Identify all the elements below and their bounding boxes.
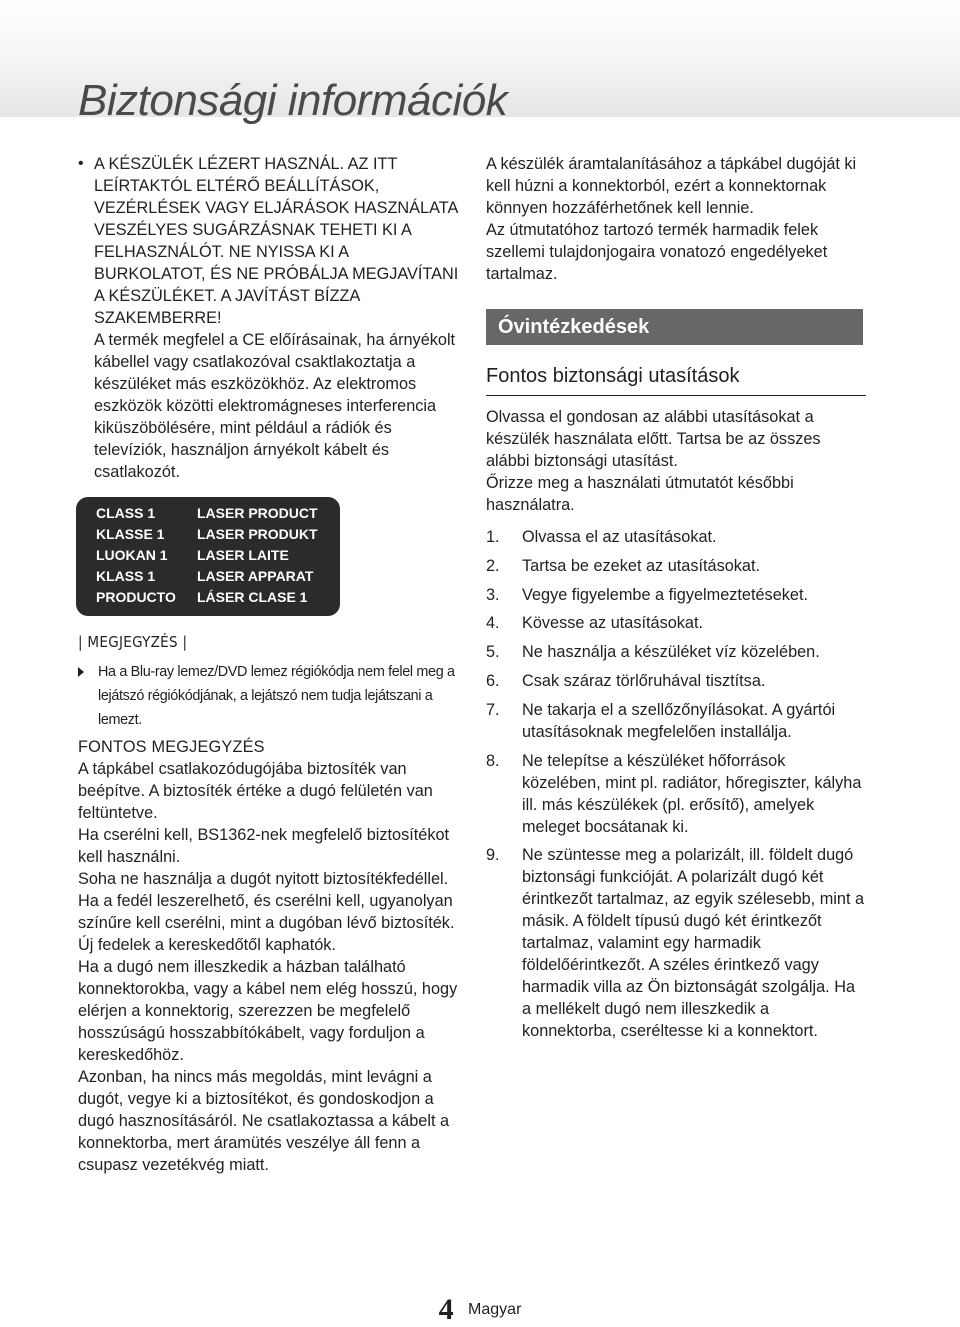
list-item	[486, 641, 866, 663]
laser-row-class: LUOKAN 1	[96, 547, 168, 563]
list-item-number: 5.	[486, 643, 500, 662]
page-title: Biztonsági információk	[78, 76, 508, 125]
laser-row	[96, 566, 340, 587]
section-heading: Óvintézkedések	[486, 309, 863, 345]
important-paragraph: Ha a dugó nem illeszkedik a házban található konnektorokba, vagy a kábel nem elég hosszú, hogy elérjen a konnektorig, szerezzen be megfelelő hosszúságú hosszabbítókábelt, vagy forduljon a kereskedőhöz.	[78, 958, 458, 1064]
note-title: | MEGJEGYZÉS |	[78, 633, 188, 651]
laser-row-product: LASER APPARAT	[197, 568, 314, 584]
list-item-number: 3.	[486, 585, 500, 604]
note-item-text: Ha a Blu-ray lemez/DVD lemez régiókódja nem felel meg a lejátszó régiókódjának, a lejátszó nem tudja lejátszani a lemezt.	[98, 664, 455, 728]
list-item-number: 6.	[486, 671, 500, 690]
list-item-text: Kövesse az utasításokat.	[522, 614, 704, 633]
laser-row	[96, 503, 340, 524]
subsection-heading: Fontos biztonsági utasítások	[486, 359, 866, 396]
read-instructions-text	[486, 406, 866, 516]
laser-row-class: CLASS 1	[96, 505, 156, 521]
list-item	[486, 584, 866, 606]
list-item-number: 7.	[486, 700, 500, 719]
list-item-text: Ne használja a készüléket víz közelében.	[522, 643, 820, 662]
list-item-text: Ne szüntesse meg a polarizált, ill. földelt dugó biztonsági funkcióját. A polarizált dugó két érintkezőt tartalmaz, az egyik szélesebb, mint a másik. A földelt típusú dugó két érintkezőt tartalmaz, valamint egy harmadik földelőérintkezőt. A széles érintkező vagy harmadik villa az Ön biztonságát szolgálja. Ha a mellékelt dugó nem illeszkedik a konnektorba, cseréltesse ki a konnektort.	[522, 846, 865, 1041]
ce-compliance-text: A termék megfelel a CE előírásainak, ha árnyékolt kábellel vagy csatlakozóval csaktlakoztatja a készüléket más eszközökhöz. Az elektromos eszközök közötti elektromágneses interferencia kiküszöbölésére, mint például a rádiók és televíziók, használjon árnyékolt kábelt és csatlakozót.	[94, 331, 456, 481]
list-item	[486, 750, 866, 838]
list-item-text: Olvassa el az utasításokat.	[522, 528, 717, 546]
instruction-list	[486, 526, 866, 1042]
page-language: Magyar	[468, 1301, 522, 1318]
list-item	[486, 612, 866, 634]
important-note-body	[78, 758, 460, 1176]
intro-paragraph: Az útmutatóhoz tartozó termék harmadik felek szellemi tulajdonjogaira vonatozó engedélyeket tartalmaz.	[486, 221, 828, 283]
list-item-number: 9.	[486, 846, 500, 865]
intro-text	[486, 153, 866, 285]
important-paragraph: Soha ne használja a dugót nyitott biztosítékfedéllel. Ha a fedél leszerelhető, és cserélni kell, ugyanolyan színűre kell cserélni, mint a dugóban lévő biztosíték. Új fedelek a kereskedőtől kaphatók.	[78, 870, 455, 954]
laser-class-label	[76, 497, 340, 616]
laser-row-class: KLASSE 1	[96, 526, 165, 542]
important-note-title: FONTOS MEGJEGYZÉS	[78, 738, 265, 756]
arrow-right-icon	[78, 667, 84, 677]
laser-row-class: PRODUCTO	[96, 589, 176, 605]
laser-row	[96, 545, 340, 566]
right-column	[486, 153, 866, 1049]
laser-row-product: LASER PRODUCT	[197, 505, 318, 521]
list-item	[486, 670, 866, 692]
bullet-icon: •	[78, 155, 84, 172]
page-number: 4	[438, 1293, 454, 1326]
left-column	[78, 153, 460, 1176]
read-paragraph: Olvassa el gondosan az alábbi utasításokat a készülék használata előtt. Tartsa be az összes alábbi biztonsági utasítást.	[486, 408, 821, 470]
laser-row	[96, 524, 340, 545]
important-paragraph: Ha cserélni kell, BS1362-nek megfelelő biztosítékot kell használni.	[78, 826, 450, 866]
laser-warning-bullet	[78, 153, 460, 483]
note-item	[78, 660, 460, 732]
list-item-text: Vegye figyelembe a figyelmeztetéseket.	[522, 585, 808, 604]
list-item-number: 4.	[486, 614, 500, 633]
list-item-text: Csak száraz törlőruhával tisztítsa.	[522, 671, 766, 690]
list-item-number: 8.	[486, 751, 500, 770]
laser-row-product: LÁSER CLASE 1	[197, 589, 308, 605]
laser-row-product: LASER LAITE	[197, 547, 289, 563]
list-item-text: Ne telepítse a készüléket hőforrások közelében, mint pl. radiátor, hőregiszter, kályha ill. más készülékek (pl. erősítő), amelyek meleget bocsátanak ki.	[522, 751, 862, 836]
laser-row-class: KLASS 1	[96, 568, 156, 584]
list-item	[486, 844, 866, 1042]
laser-row-product: LASER PRODUKT	[197, 526, 318, 542]
list-item-text: Ne takarja el a szellőzőnyílásokat. A gyártói utasításoknak megfelelően installálja.	[522, 700, 836, 741]
list-item-text: Tartsa be ezeket az utasításokat.	[522, 556, 761, 575]
laser-warning-text: A KÉSZÜLÉK LÉZERT HASZNÁL. AZ ITT LEÍRTAKTÓL ELTÉRŐ BEÁLLÍTÁSOK, VEZÉRLÉSEK VAGY ELJÁRÁSOK HASZNÁLATA VESZÉLYES SUGÁRZÁSNAK TEHETI KI A FELHASZNÁLÓT. NE NYISSA KI A BURKOLATOT, ÉS NE PRÓBÁLJA MEGJAVÍTANI A KÉSZÜLÉKET. A JAVÍTÁST BÍZZA SZAKEMBERRE!	[94, 155, 459, 327]
important-paragraph: Azonban, ha nincs más megoldás, mint levágni a dugót, vegye ki a biztosítékot, és gondoskodjon a dugó hasznosításáról. Ne csatlakoztassa a kábelt a konnektorba, mert áramütés veszélye áll fenn a csupasz vezetékvég miatt.	[78, 1068, 450, 1174]
read-paragraph: Őrizze meg a használati útmutatót későbbi használatra.	[486, 474, 794, 514]
intro-paragraph: A készülék áramtalanításához a tápkábel dugóját ki kell húzni a konnektorból, ezért a konnektornak könnyen hozzáférhetőnek kell lennie.	[486, 155, 857, 217]
list-item	[486, 526, 866, 548]
list-item-number: 1.	[486, 528, 500, 546]
list-item-number: 2.	[486, 556, 500, 575]
list-item	[486, 699, 866, 743]
laser-row	[96, 587, 340, 608]
list-item	[486, 555, 866, 577]
important-paragraph: A tápkábel csatlakozódugójába biztosíték van beépítve. A biztosíték értéke a dugó felületén van feltüntetve.	[78, 760, 433, 822]
